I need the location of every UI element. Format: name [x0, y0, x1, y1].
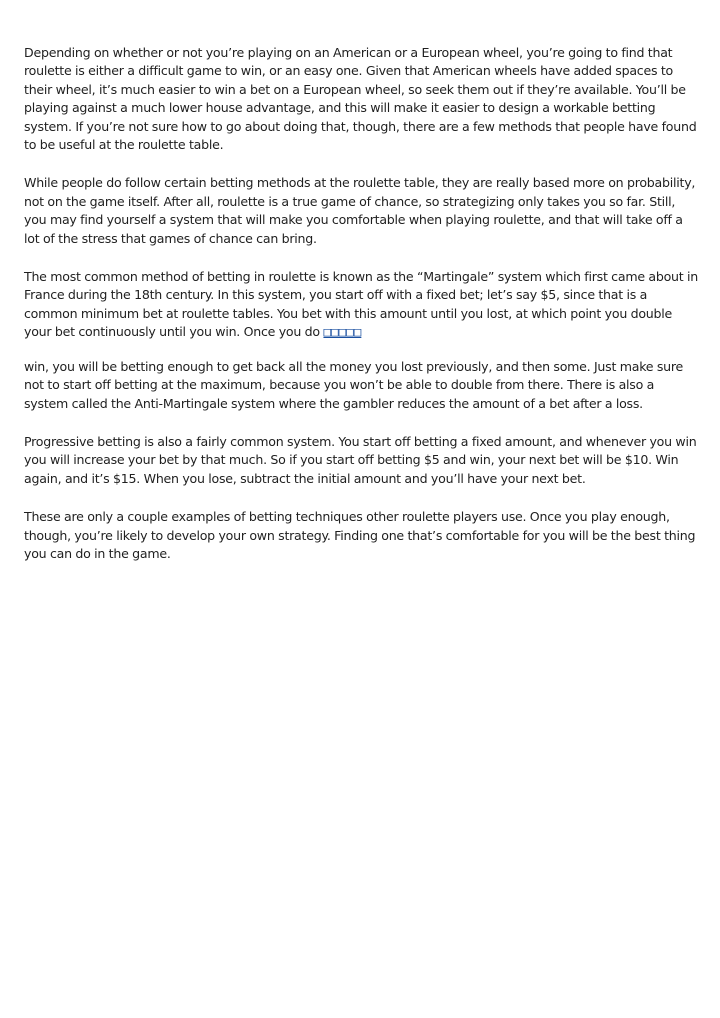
paragraph-5: Progressive betting is also a fairly common system. You start off betting a fixed amount, and whenever you win you will increase your bet by that much. So if you start off betting $5 and win, your next bet will be $10. Win again, and it’s $15. When you lose, subtract the initial amount and you’ll have your next bet. — [24, 433, 697, 486]
paragraph-3 — [24, 268, 698, 342]
inline-link[interactable]: □□□□□ — [323, 324, 362, 340]
paragraph-4: win, you will be betting enough to get back all the money you lost previously, and then some. Just make sure not to start off betting at the maximum, because you won’t be able to double from there. There is also a system called the Anti-Martingale system where the gambler reduces the amount of a bet after a loss. — [24, 358, 684, 411]
paragraph-3-text: The most common method of betting in roulette is known as the “Martingale” system which first came about in France during the 18th century. In this system, you start off with a fixed bet; let’s say $5, since that is a common minimum bet at roulette tables. You bet with this amount until you lost, at which point you double your bet continuously until you win. Once you do — [24, 269, 699, 340]
paragraph-6: These are only a couple examples of betting techniques other roulette players use. Once you play enough, though, you’re likely to develop your own strategy. Finding one that’s comfortable for you will be the best thing you can do in the game. — [24, 509, 696, 561]
paragraph-1: Depending on whether or not you’re playing on an American or a European wheel, you’re going to find that roulette is either a difficult game to win, or an easy one. Given that American wheels have added spaces to their wheel, it’s much easier to win a bet on a European wheel, so seek them out if they’re available. You’ll be playing against a much lower house advantage, and this will make it easier to design a workable betting system. If you’re not sure how to go about doing that, though, there are a few methods that people have found to be useful at the roulette table. — [24, 45, 697, 153]
paragraph-2: While people do follow certain betting methods at the roulette table, they are really based more on probability, not on the game itself. After all, roulette is a true game of chance, so strategizing only takes you so far. Still, you may find yourself a system that will make you comfortable when playing roulette, and that will take off a lot of the stress that games of chance can bring. — [24, 175, 696, 246]
